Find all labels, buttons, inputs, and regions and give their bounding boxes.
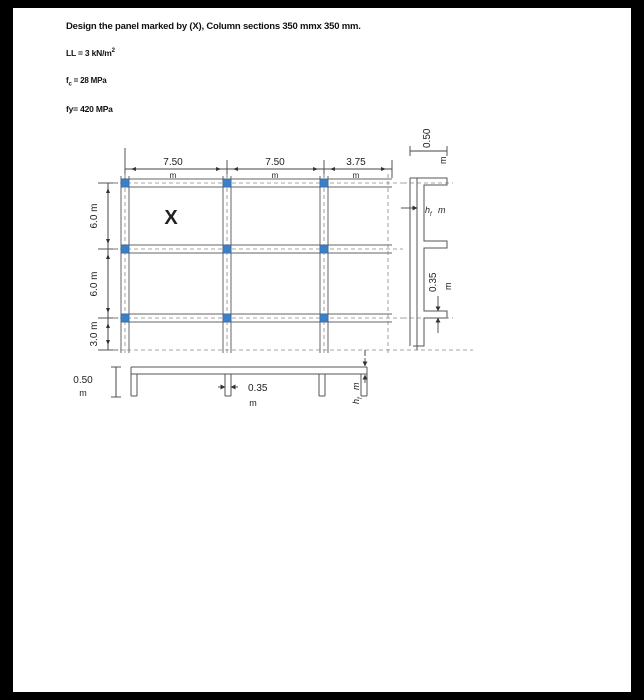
- span-dimension-2: 6.0 m: [89, 271, 100, 297]
- side-slab-thickness-unit: m: [438, 205, 446, 215]
- bay-dimension-2: 7.50: [265, 157, 285, 168]
- column-width-value: 0.35: [248, 383, 268, 394]
- column-square: [223, 314, 231, 322]
- column-square: [121, 179, 129, 187]
- beam-depth-value: 0.50: [73, 375, 93, 386]
- slab-thickness-subscript: f: [358, 397, 364, 399]
- live-load-exponent: 2: [111, 48, 115, 55]
- bottom-section: [111, 358, 367, 397]
- slab-thickness-unit: m: [351, 382, 361, 390]
- columns: [121, 179, 328, 322]
- column-square: [320, 179, 328, 187]
- bay-unit-1: m: [169, 171, 177, 180]
- bay-dimension-3: 3.75: [346, 157, 366, 168]
- left-dimensions: [89, 203, 100, 346]
- structural-drawing: [13, 8, 631, 692]
- span-dimension-1: 6.0 m: [89, 203, 100, 229]
- bottom-section-labels: [73, 375, 364, 408]
- column-width-unit: m: [249, 398, 257, 408]
- grid-dashed-lines: [113, 174, 473, 353]
- column-square: [223, 245, 231, 253]
- column-square: [121, 314, 129, 322]
- side-width-value: 0.35: [428, 272, 439, 292]
- side-section: [401, 146, 447, 350]
- bay-unit-3: m: [352, 171, 360, 180]
- document-page: [13, 8, 631, 692]
- span-dimension-3: 3.0 m: [89, 321, 100, 347]
- column-square: [121, 245, 129, 253]
- column-line-beams: [121, 176, 328, 353]
- column-square: [320, 314, 328, 322]
- design-panel-marker: X: [164, 207, 178, 229]
- side-slab-thickness-subscript: f: [430, 212, 432, 218]
- slab-thickness-symbol: h: [351, 398, 361, 404]
- fc-symbol: f: [66, 76, 69, 85]
- beam-depth-unit: m: [79, 388, 87, 398]
- problem-title: Design the panel marked by (X), Column sections 350 mmx 350 mm.: [66, 21, 361, 32]
- fc-subscript: c: [68, 81, 72, 88]
- column-square: [320, 245, 328, 253]
- fc-value: = 28 MPa: [71, 76, 107, 85]
- bay-unit-2: m: [271, 171, 279, 180]
- side-section-labels: [422, 128, 453, 292]
- column-square: [223, 179, 231, 187]
- floor-beams: [121, 179, 392, 322]
- live-load-text: LL = 3 kN/m: [66, 48, 112, 58]
- bay-dimension-1: 7.50: [163, 157, 183, 168]
- steel-strength-label: fy= 420 MPa: [66, 104, 113, 114]
- side-width-unit: m: [443, 282, 453, 290]
- side-slab-thickness-symbol: h: [425, 205, 431, 215]
- side-depth-value: 0.50: [422, 128, 433, 148]
- side-depth-unit: m: [438, 156, 448, 164]
